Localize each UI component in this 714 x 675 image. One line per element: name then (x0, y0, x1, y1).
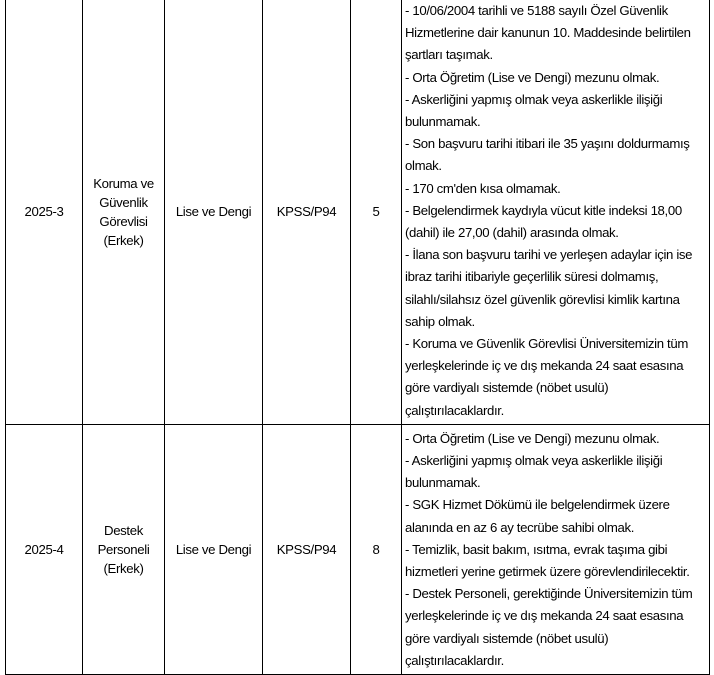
requirement-line: Hizmetlerine dair kanunun 10. Maddesinde belirtilen (405, 25, 691, 41)
requirement-line: alanında en az 6 ay tecrübe sahibi olmak. (405, 519, 635, 535)
requirement-line: olmak. (405, 158, 442, 174)
position-code: 2025-3 (24, 204, 64, 220)
requirement-line: çalıştırılacaklardır. (405, 652, 504, 668)
requirement-line: ibraz tarihi itibariyle geçerlilik süresi dolmamış, (405, 269, 659, 285)
requirement-line: - Askerliğini yapmış olmak veya askerlikle ilişiği (405, 91, 663, 107)
position-title-line: Koruma ve (93, 175, 154, 191)
requirement-line: - Temizlik, basit bakım, ısıtma, evrak taşıma gibi (405, 541, 668, 557)
count-cell (351, 0, 402, 424)
education-level: Lise ve Dengi (175, 541, 252, 557)
exam-cell (263, 0, 351, 424)
job-listing-table (5, 0, 710, 675)
requirement-line: silahlı/silahsız özel güvenlik görevlisi kimlik kartına (405, 291, 680, 307)
table-row (6, 424, 710, 674)
requirement-line: - Destek Personeli, gerektiğinde Üniversitemizin tüm (405, 586, 693, 602)
exam-score-type: KPSS/P94 (276, 204, 337, 220)
position-title-cell (83, 0, 165, 424)
requirements-cell (402, 0, 710, 424)
position-title-cell (83, 424, 165, 674)
requirement-line: göre vardiyalı sistemde (nöbet usulü) (405, 630, 609, 646)
position-title-line: Personeli (97, 541, 150, 557)
requirement-line: - SGK Hizmet Dökümü ile belgelendirmek üzere (405, 497, 670, 513)
table-row (6, 0, 710, 424)
education-level: Lise ve Dengi (175, 204, 252, 220)
requirement-line: - Askerliğini yapmış olmak veya askerlikle ilişiği (405, 453, 663, 469)
requirement-line: - 170 cm'den kısa olmamak. (405, 180, 561, 196)
requirement-line: sahip olmak. (405, 313, 475, 329)
requirement-line: - Orta Öğretim (Lise ve Dengi) mezunu olmak. (405, 430, 660, 446)
requirement-line: göre vardiyalı sistemde (nöbet usulü) (405, 380, 609, 396)
position-count: 8 (372, 541, 380, 557)
requirement-line: - Belgelendirmek kaydıyla vücut kitle indeksi 18,00 (405, 202, 682, 218)
position-code-cell (6, 0, 83, 424)
position-code: 2025-4 (24, 541, 64, 557)
position-code-cell (6, 424, 83, 674)
requirement-line: - 10/06/2004 tarihli ve 5188 sayılı Özel Güvenlik (405, 3, 668, 18)
requirement-line: bulunmamak. (405, 114, 481, 130)
requirement-line: (dahil) ile 27,00 (dahil) arasında olmak. (405, 225, 619, 241)
exam-score-type: KPSS/P94 (276, 541, 337, 557)
exam-cell (263, 424, 351, 674)
education-cell (165, 0, 263, 424)
position-title-line: (Erkek) (103, 560, 144, 576)
count-cell (351, 424, 402, 674)
requirement-line: - İlana son başvuru tarihi ve yerleşen adaylar için ise (405, 247, 693, 263)
position-title-line: Güvenlik (99, 194, 148, 210)
requirement-line: - Orta Öğretim (Lise ve Dengi) mezunu olmak. (405, 69, 660, 85)
requirement-line: hizmetleri yerine getirmek üzere görevlendirilecektir. (405, 564, 690, 580)
requirement-line: - Koruma ve Güvenlik Görevlisi Üniversitemizin tüm (405, 336, 688, 352)
position-count: 5 (372, 204, 380, 220)
requirement-line: bulunmamak. (405, 475, 481, 491)
requirement-line: şartları taşımak. (405, 47, 493, 63)
requirement-line: çalıştırılacaklardır. (405, 402, 504, 418)
position-title-line: Destek (104, 522, 143, 538)
position-title-line: Görevlisi (99, 213, 148, 229)
requirement-line: - Son başvuru tarihi itibari ile 35 yaşını doldurmamış (405, 136, 690, 152)
education-cell (165, 424, 263, 674)
requirements-cell (402, 424, 710, 674)
requirement-line: yerleşkelerinde iç ve dış mekanda 24 saat esasına (405, 358, 684, 374)
position-title-line: (Erkek) (103, 232, 144, 248)
requirement-line: yerleşkelerinde iç ve dış mekanda 24 saat esasına (405, 608, 684, 624)
